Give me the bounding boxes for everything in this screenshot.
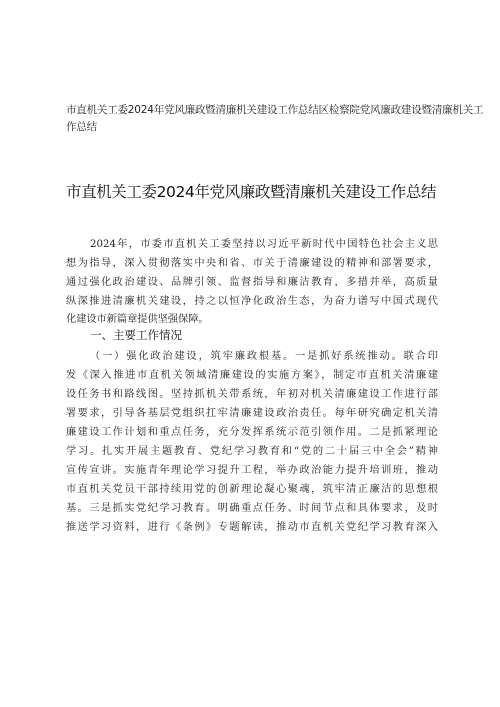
document-header-line-1: 市直机关工委2024年党风廉政暨清廉机关建设工作总结区检察院党风廉政建设暨清廉机关工 <box>66 104 484 116</box>
intro-paragraph-line: 想为指导，深入贯彻落实中央和省、市关于清廉建设的精神和部署要求， <box>66 258 438 269</box>
section-heading: 一、主要工作情况 <box>90 328 182 342</box>
section-paragraph-line: 设任务书和路线图。坚持抓机关带系统，年初对机关清廉建设工作进行部 <box>66 389 438 400</box>
section-paragraph-line: 推送学习资料，进行《条例》专题解读，推动市直机关党纪学习教育深入 <box>66 522 438 533</box>
section-paragraph-line: 发《深入推进市直机关领域清廉建设的实施方案》，制定市直机关清廉建 <box>66 370 438 381</box>
intro-paragraph-line: 化建设市新篇章提供坚强保障。 <box>66 314 209 325</box>
document-header-line-2: 作总结 <box>66 121 97 133</box>
section-paragraph-line: 廉建设工作计划和重点任务，充分发挥系统示范引领作用。二是抓紧理论 <box>66 427 438 438</box>
section-paragraph-line: （一）强化政治建设，筑牢廉政根基。一是抓好系统推动。联合印 <box>90 351 438 362</box>
intro-paragraph-line: 2024年，市委市直机关工委坚持以习近平新时代中国特色社会主义思 <box>90 239 438 250</box>
section-paragraph-line: 市直机关党员干部持续用党的创新理论凝心聚魂，筑牢清正廉洁的思想根 <box>66 484 438 495</box>
section-paragraph-line: 宣传宣讲。实施青年理论学习提升工程，举办政治能力提升培训班，推动 <box>66 465 438 476</box>
section-paragraph-line: 学习。扎实开展主题教育、党纪学习教育和“党的二十届三中全会”精神 <box>66 446 438 457</box>
section-paragraph-line: 署要求，引导各基层党组织扛牢清廉建设政治责任。每年研究确定机关清 <box>66 408 438 419</box>
document-title: 市直机关工委2024年党风廉政暨清廉机关建设工作总结 <box>66 183 437 201</box>
intro-paragraph-line: 纵深推进清廉机关建设，持之以恒净化政治生态，为奋力谱写中国式现代 <box>66 296 438 307</box>
section-paragraph-line: 基。三是抓实党纪学习教育。明确重点任务、时间节点和具体要求，及时 <box>66 503 438 514</box>
intro-paragraph-line: 通过强化政治建设、品牌引领、监督指导和廉洁教育，多措并举，高质量 <box>66 277 438 288</box>
